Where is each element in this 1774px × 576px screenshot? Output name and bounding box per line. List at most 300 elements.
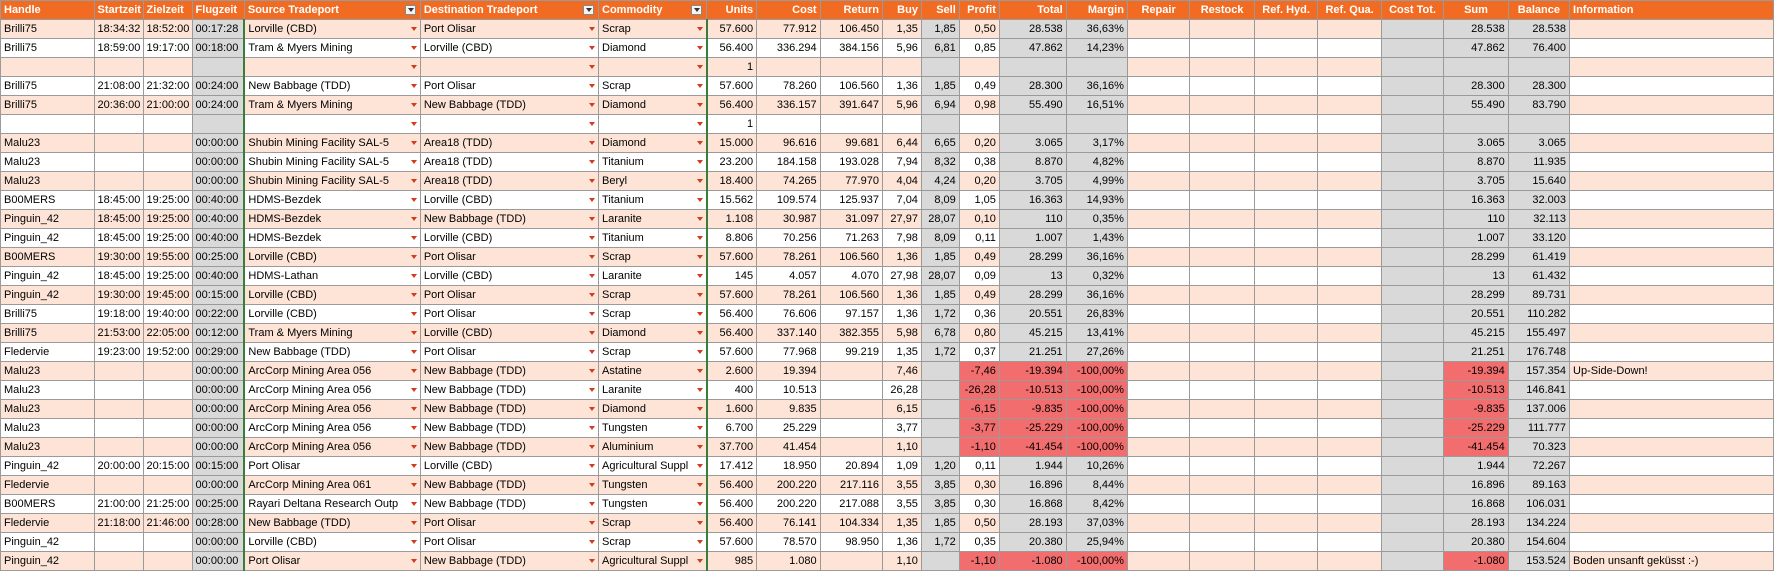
table-cell[interactable] <box>1444 77 1509 96</box>
table-cell[interactable] <box>420 248 598 267</box>
table-cell[interactable] <box>1381 305 1443 324</box>
table-cell[interactable] <box>1190 381 1255 400</box>
dropdown-arrow-icon[interactable] <box>697 46 703 50</box>
table-cell[interactable] <box>959 286 999 305</box>
dropdown-arrow-icon[interactable] <box>589 274 595 278</box>
table-cell[interactable] <box>192 77 244 96</box>
table-cell[interactable] <box>420 286 598 305</box>
dropdown-arrow-icon[interactable] <box>589 198 595 202</box>
table-cell[interactable] <box>1444 343 1509 362</box>
table-cell[interactable] <box>1 324 95 343</box>
dropdown-arrow-icon[interactable] <box>411 46 417 50</box>
table-cell[interactable] <box>999 305 1066 324</box>
table-cell[interactable] <box>757 552 820 571</box>
table-cell[interactable] <box>820 438 882 457</box>
table-cell[interactable] <box>1 39 95 58</box>
table-cell[interactable] <box>757 343 820 362</box>
table-cell[interactable] <box>1190 419 1255 438</box>
table-cell[interactable] <box>1254 267 1317 286</box>
table-cell[interactable] <box>882 476 921 495</box>
table-cell[interactable] <box>1 267 95 286</box>
table-cell[interactable] <box>143 229 192 248</box>
table-cell[interactable] <box>1570 343 1774 362</box>
table-cell[interactable] <box>959 514 999 533</box>
table-cell[interactable] <box>1 305 95 324</box>
table-cell[interactable] <box>599 533 707 552</box>
table-cell[interactable] <box>921 210 959 229</box>
table-cell[interactable] <box>1444 210 1509 229</box>
table-cell[interactable] <box>599 324 707 343</box>
table-cell[interactable] <box>94 153 143 172</box>
table-cell[interactable] <box>999 39 1066 58</box>
table-cell[interactable] <box>1066 552 1127 571</box>
table-cell[interactable] <box>999 229 1066 248</box>
table-cell[interactable] <box>1570 248 1774 267</box>
table-cell[interactable] <box>1381 419 1443 438</box>
table-cell[interactable] <box>820 552 882 571</box>
table-cell[interactable] <box>882 115 921 134</box>
table-cell[interactable] <box>882 20 921 39</box>
table-cell[interactable] <box>143 324 192 343</box>
table-cell[interactable] <box>244 286 420 305</box>
dropdown-arrow-icon[interactable] <box>411 369 417 373</box>
table-cell[interactable] <box>94 476 143 495</box>
dropdown-arrow-icon[interactable] <box>589 445 595 449</box>
table-cell[interactable] <box>1 96 95 115</box>
table-cell[interactable] <box>1066 267 1127 286</box>
table-cell[interactable] <box>882 153 921 172</box>
table-cell[interactable] <box>1127 96 1189 115</box>
table-cell[interactable] <box>1066 533 1127 552</box>
table-cell[interactable] <box>999 400 1066 419</box>
table-cell[interactable] <box>143 419 192 438</box>
dropdown-arrow-icon[interactable] <box>411 426 417 430</box>
table-cell[interactable] <box>1570 457 1774 476</box>
column-header[interactable]: Information <box>1570 1 1774 20</box>
table-cell[interactable] <box>921 495 959 514</box>
table-cell[interactable] <box>1508 77 1569 96</box>
table-cell[interactable] <box>1254 20 1317 39</box>
table-cell[interactable] <box>420 362 598 381</box>
table-cell[interactable] <box>959 438 999 457</box>
table-cell[interactable] <box>1381 58 1443 77</box>
dropdown-arrow-icon[interactable] <box>589 540 595 544</box>
table-cell[interactable] <box>1318 229 1381 248</box>
table-cell[interactable] <box>143 400 192 419</box>
table-cell[interactable] <box>1381 495 1443 514</box>
table-cell[interactable] <box>1444 153 1509 172</box>
dropdown-arrow-icon[interactable] <box>697 331 703 335</box>
table-cell[interactable] <box>1381 438 1443 457</box>
table-cell[interactable] <box>420 20 598 39</box>
table-cell[interactable] <box>94 210 143 229</box>
table-cell[interactable] <box>1 58 95 77</box>
table-cell[interactable] <box>244 400 420 419</box>
table-cell[interactable] <box>1318 438 1381 457</box>
table-cell[interactable] <box>1 286 95 305</box>
table-cell[interactable] <box>1066 476 1127 495</box>
table-cell[interactable] <box>820 39 882 58</box>
table-cell[interactable] <box>1318 457 1381 476</box>
table-cell[interactable] <box>143 305 192 324</box>
dropdown-arrow-icon[interactable] <box>589 426 595 430</box>
table-cell[interactable] <box>1 210 95 229</box>
table-cell[interactable] <box>599 552 707 571</box>
table-cell[interactable] <box>244 381 420 400</box>
table-cell[interactable] <box>999 514 1066 533</box>
table-cell[interactable] <box>1066 39 1127 58</box>
column-header[interactable]: Commodity <box>599 1 707 20</box>
table-cell[interactable] <box>1381 457 1443 476</box>
table-cell[interactable] <box>959 476 999 495</box>
table-cell[interactable] <box>921 476 959 495</box>
table-cell[interactable] <box>1 533 95 552</box>
table-cell[interactable] <box>1508 39 1569 58</box>
table-cell[interactable] <box>1 362 95 381</box>
table-cell[interactable] <box>1127 381 1189 400</box>
table-cell[interactable] <box>1570 20 1774 39</box>
table-cell[interactable] <box>94 172 143 191</box>
table-cell[interactable] <box>143 153 192 172</box>
table-cell[interactable] <box>959 229 999 248</box>
table-cell[interactable] <box>94 305 143 324</box>
table-cell[interactable] <box>1254 305 1317 324</box>
table-cell[interactable] <box>1570 115 1774 134</box>
table-cell[interactable] <box>244 267 420 286</box>
table-cell[interactable] <box>1066 286 1127 305</box>
dropdown-arrow-icon[interactable] <box>589 559 595 563</box>
table-cell[interactable] <box>192 552 244 571</box>
table-cell[interactable] <box>143 20 192 39</box>
table-cell[interactable] <box>420 533 598 552</box>
table-cell[interactable] <box>420 343 598 362</box>
table-cell[interactable] <box>1254 191 1317 210</box>
dropdown-arrow-icon[interactable] <box>697 502 703 506</box>
table-cell[interactable] <box>999 286 1066 305</box>
table-cell[interactable] <box>192 495 244 514</box>
table-cell[interactable] <box>1254 419 1317 438</box>
table-cell[interactable] <box>599 457 707 476</box>
table-cell[interactable] <box>820 514 882 533</box>
table-cell[interactable] <box>143 552 192 571</box>
table-cell[interactable] <box>192 96 244 115</box>
table-cell[interactable] <box>1318 324 1381 343</box>
table-cell[interactable] <box>1127 77 1189 96</box>
table-cell[interactable] <box>1 419 95 438</box>
table-cell[interactable] <box>820 153 882 172</box>
table-cell[interactable] <box>94 533 143 552</box>
table-cell[interactable] <box>882 39 921 58</box>
filter-dropdown-icon[interactable] <box>691 5 702 15</box>
table-cell[interactable] <box>1 77 95 96</box>
table-cell[interactable] <box>820 324 882 343</box>
table-cell[interactable] <box>143 77 192 96</box>
table-cell[interactable] <box>921 191 959 210</box>
table-cell[interactable] <box>192 362 244 381</box>
column-header[interactable]: Flugzeit <box>192 1 244 20</box>
table-cell[interactable] <box>757 172 820 191</box>
table-cell[interactable] <box>1444 324 1509 343</box>
table-cell[interactable] <box>707 324 757 343</box>
table-cell[interactable] <box>1318 419 1381 438</box>
dropdown-arrow-icon[interactable] <box>411 103 417 107</box>
table-cell[interactable] <box>192 286 244 305</box>
table-cell[interactable] <box>420 552 598 571</box>
table-cell[interactable] <box>1444 362 1509 381</box>
table-cell[interactable] <box>921 248 959 267</box>
dropdown-arrow-icon[interactable] <box>697 236 703 240</box>
table-cell[interactable] <box>882 172 921 191</box>
table-cell[interactable] <box>1190 286 1255 305</box>
table-cell[interactable] <box>1190 305 1255 324</box>
table-cell[interactable] <box>1127 172 1189 191</box>
table-cell[interactable] <box>1508 381 1569 400</box>
dropdown-arrow-icon[interactable] <box>697 388 703 392</box>
table-cell[interactable] <box>882 343 921 362</box>
table-cell[interactable] <box>192 400 244 419</box>
table-cell[interactable] <box>1190 153 1255 172</box>
table-cell[interactable] <box>1127 248 1189 267</box>
table-cell[interactable] <box>1190 229 1255 248</box>
dropdown-arrow-icon[interactable] <box>697 179 703 183</box>
table-cell[interactable] <box>1190 248 1255 267</box>
table-cell[interactable] <box>1381 533 1443 552</box>
dropdown-arrow-icon[interactable] <box>697 521 703 525</box>
table-cell[interactable] <box>707 419 757 438</box>
table-cell[interactable] <box>707 20 757 39</box>
table-cell[interactable] <box>1570 39 1774 58</box>
table-cell[interactable] <box>959 20 999 39</box>
table-cell[interactable] <box>1570 96 1774 115</box>
table-cell[interactable] <box>959 134 999 153</box>
table-cell[interactable] <box>1254 533 1317 552</box>
table-cell[interactable] <box>420 153 598 172</box>
table-cell[interactable] <box>1570 191 1774 210</box>
table-cell[interactable] <box>707 495 757 514</box>
table-cell[interactable] <box>244 495 420 514</box>
column-header[interactable]: Restock <box>1190 1 1255 20</box>
dropdown-arrow-icon[interactable] <box>697 255 703 259</box>
table-cell[interactable] <box>959 248 999 267</box>
table-cell[interactable] <box>420 39 598 58</box>
table-cell[interactable] <box>192 191 244 210</box>
table-cell[interactable] <box>143 533 192 552</box>
table-cell[interactable] <box>757 115 820 134</box>
table-cell[interactable] <box>820 229 882 248</box>
table-cell[interactable] <box>1444 115 1509 134</box>
table-cell[interactable] <box>1508 343 1569 362</box>
table-cell[interactable] <box>1318 514 1381 533</box>
table-cell[interactable] <box>959 552 999 571</box>
table-cell[interactable] <box>959 58 999 77</box>
table-cell[interactable] <box>1190 191 1255 210</box>
table-cell[interactable] <box>1508 286 1569 305</box>
table-cell[interactable] <box>1 514 95 533</box>
table-cell[interactable] <box>1444 514 1509 533</box>
dropdown-arrow-icon[interactable] <box>411 521 417 525</box>
table-cell[interactable] <box>599 286 707 305</box>
table-cell[interactable] <box>94 400 143 419</box>
table-cell[interactable] <box>757 191 820 210</box>
table-cell[interactable] <box>999 20 1066 39</box>
table-cell[interactable] <box>1570 229 1774 248</box>
dropdown-arrow-icon[interactable] <box>697 198 703 202</box>
table-cell[interactable] <box>1318 153 1381 172</box>
table-cell[interactable] <box>820 286 882 305</box>
column-header[interactable]: Source Tradeport <box>244 1 420 20</box>
table-cell[interactable] <box>820 419 882 438</box>
table-cell[interactable] <box>820 533 882 552</box>
table-cell[interactable] <box>94 39 143 58</box>
table-cell[interactable] <box>244 305 420 324</box>
table-cell[interactable] <box>999 552 1066 571</box>
table-cell[interactable] <box>999 362 1066 381</box>
table-cell[interactable] <box>1318 476 1381 495</box>
table-cell[interactable] <box>999 115 1066 134</box>
column-header[interactable]: Margin <box>1066 1 1127 20</box>
table-cell[interactable] <box>999 77 1066 96</box>
table-cell[interactable] <box>1190 267 1255 286</box>
table-cell[interactable] <box>244 343 420 362</box>
table-cell[interactable] <box>1444 381 1509 400</box>
table-cell[interactable] <box>959 96 999 115</box>
filter-dropdown-icon[interactable] <box>405 5 416 15</box>
table-cell[interactable] <box>757 267 820 286</box>
table-cell[interactable] <box>1508 115 1569 134</box>
table-cell[interactable] <box>1190 533 1255 552</box>
dropdown-arrow-icon[interactable] <box>589 84 595 88</box>
table-cell[interactable] <box>192 457 244 476</box>
column-header[interactable]: Cost <box>757 1 820 20</box>
column-header[interactable]: Zielzeit <box>143 1 192 20</box>
column-header[interactable]: Sum <box>1444 1 1509 20</box>
table-cell[interactable] <box>707 552 757 571</box>
table-cell[interactable] <box>94 58 143 77</box>
table-cell[interactable] <box>192 153 244 172</box>
table-cell[interactable] <box>192 533 244 552</box>
table-cell[interactable] <box>94 115 143 134</box>
table-cell[interactable] <box>820 343 882 362</box>
table-cell[interactable] <box>757 533 820 552</box>
table-cell[interactable] <box>1508 324 1569 343</box>
table-cell[interactable] <box>1444 267 1509 286</box>
table-cell[interactable] <box>959 210 999 229</box>
table-cell[interactable] <box>1570 400 1774 419</box>
dropdown-arrow-icon[interactable] <box>589 179 595 183</box>
table-cell[interactable] <box>420 324 598 343</box>
table-cell[interactable] <box>1508 153 1569 172</box>
table-cell[interactable] <box>1 153 95 172</box>
table-cell[interactable] <box>999 533 1066 552</box>
table-cell[interactable] <box>1381 286 1443 305</box>
table-cell[interactable] <box>1508 457 1569 476</box>
dropdown-arrow-icon[interactable] <box>411 331 417 335</box>
table-cell[interactable] <box>599 267 707 286</box>
table-cell[interactable] <box>1127 20 1189 39</box>
table-cell[interactable] <box>820 172 882 191</box>
table-cell[interactable] <box>707 248 757 267</box>
column-header[interactable]: Sell <box>921 1 959 20</box>
table-cell[interactable] <box>882 419 921 438</box>
table-cell[interactable] <box>959 153 999 172</box>
table-cell[interactable] <box>1318 343 1381 362</box>
table-cell[interactable] <box>1190 476 1255 495</box>
table-cell[interactable] <box>94 514 143 533</box>
column-header[interactable]: Handle <box>1 1 95 20</box>
table-cell[interactable] <box>94 96 143 115</box>
table-cell[interactable] <box>1066 324 1127 343</box>
table-cell[interactable] <box>921 229 959 248</box>
table-cell[interactable] <box>882 362 921 381</box>
table-cell[interactable] <box>143 134 192 153</box>
table-cell[interactable] <box>999 438 1066 457</box>
table-cell[interactable] <box>1570 172 1774 191</box>
table-cell[interactable] <box>192 248 244 267</box>
table-cell[interactable] <box>1066 210 1127 229</box>
table-cell[interactable] <box>1381 267 1443 286</box>
table-cell[interactable] <box>1508 229 1569 248</box>
table-cell[interactable] <box>707 229 757 248</box>
table-cell[interactable] <box>757 400 820 419</box>
table-cell[interactable] <box>192 210 244 229</box>
table-cell[interactable] <box>882 400 921 419</box>
table-cell[interactable] <box>1318 191 1381 210</box>
dropdown-arrow-icon[interactable] <box>589 65 595 69</box>
table-cell[interactable] <box>959 419 999 438</box>
table-cell[interactable] <box>420 267 598 286</box>
table-cell[interactable] <box>192 381 244 400</box>
table-cell[interactable] <box>599 305 707 324</box>
table-cell[interactable] <box>959 115 999 134</box>
table-cell[interactable] <box>420 210 598 229</box>
table-cell[interactable] <box>1508 495 1569 514</box>
table-cell[interactable] <box>882 305 921 324</box>
table-cell[interactable] <box>1570 153 1774 172</box>
table-cell[interactable] <box>1444 457 1509 476</box>
table-cell[interactable] <box>1381 248 1443 267</box>
table-cell[interactable] <box>1570 267 1774 286</box>
table-cell[interactable] <box>1318 286 1381 305</box>
table-cell[interactable] <box>1318 248 1381 267</box>
table-cell[interactable] <box>1127 229 1189 248</box>
table-cell[interactable] <box>1190 438 1255 457</box>
table-cell[interactable] <box>820 305 882 324</box>
table-cell[interactable] <box>1508 419 1569 438</box>
dropdown-arrow-icon[interactable] <box>589 27 595 31</box>
table-cell[interactable] <box>1066 381 1127 400</box>
table-cell[interactable] <box>1190 20 1255 39</box>
dropdown-arrow-icon[interactable] <box>697 27 703 31</box>
table-cell[interactable] <box>1254 343 1317 362</box>
table-cell[interactable] <box>244 210 420 229</box>
table-cell[interactable] <box>757 514 820 533</box>
table-cell[interactable] <box>1318 39 1381 58</box>
table-cell[interactable] <box>1127 495 1189 514</box>
table-cell[interactable] <box>1066 20 1127 39</box>
table-cell[interactable] <box>143 191 192 210</box>
table-cell[interactable] <box>757 210 820 229</box>
table-cell[interactable] <box>143 514 192 533</box>
table-cell[interactable] <box>959 267 999 286</box>
table-cell[interactable] <box>1570 495 1774 514</box>
table-cell[interactable] <box>599 362 707 381</box>
table-cell[interactable] <box>1 400 95 419</box>
table-cell[interactable] <box>244 153 420 172</box>
column-header[interactable]: Ref. Hyd. <box>1254 1 1317 20</box>
table-cell[interactable] <box>192 39 244 58</box>
table-cell[interactable] <box>420 495 598 514</box>
table-cell[interactable] <box>882 552 921 571</box>
